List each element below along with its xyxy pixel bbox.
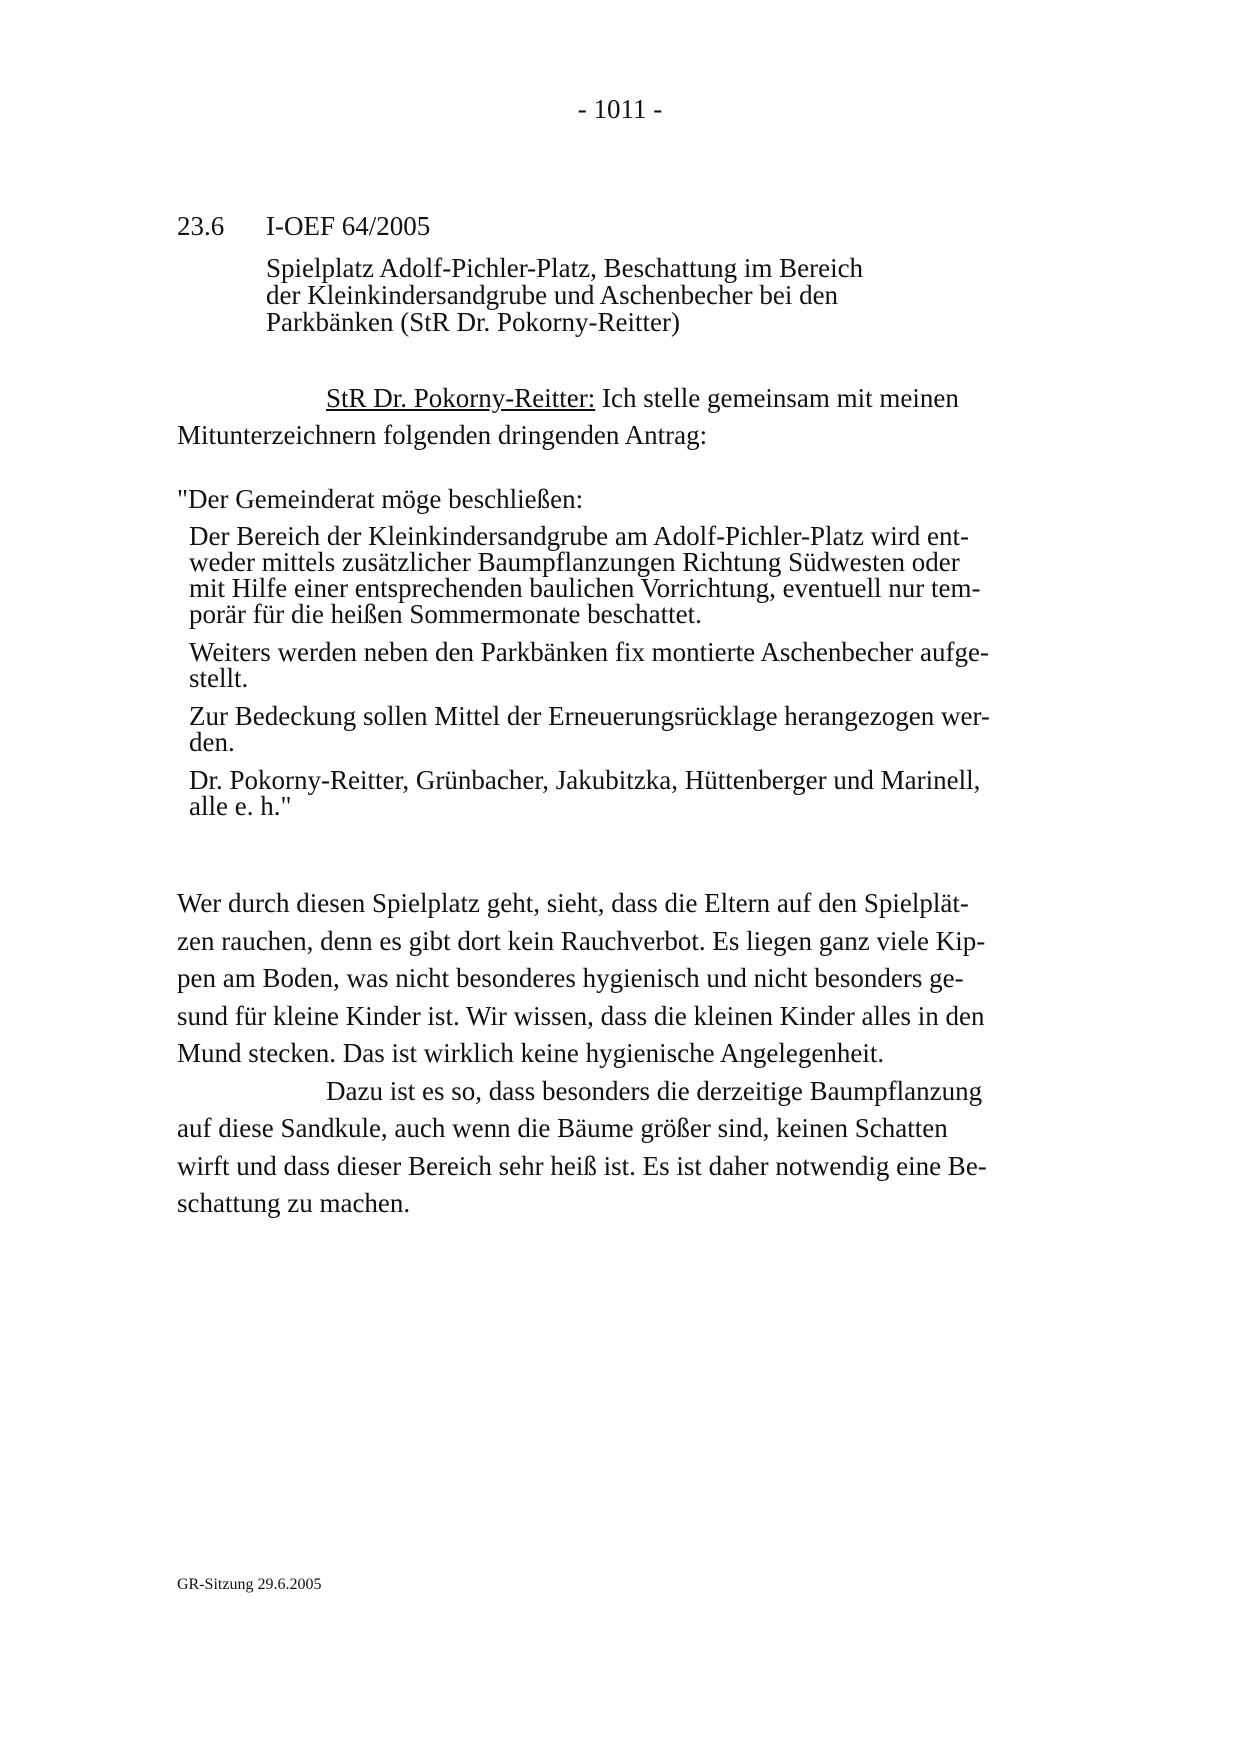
speech-line: auf diese Sandkule, auch wenn die Bäume größer sind, keinen Schatten	[177, 1113, 948, 1143]
motion-paragraph	[189, 639, 1069, 691]
motion-line: porär für die heißen Sommermonate beschattet.	[189, 599, 702, 629]
speech-body	[177, 885, 1057, 1223]
speech-line: schattung zu machen.	[177, 1188, 411, 1218]
motion-heading: "Der Gemeinderat möge beschließen:	[177, 484, 584, 514]
speech-line: Wer durch diesen Spielplatz geht, sieht, dass die Eltern auf den Spielplät-	[177, 888, 969, 918]
motion-line: Weiters werden neben den Parkbänken fix montierte Aschenbecher aufge-	[189, 637, 989, 667]
title-line: Spielplatz Adolf-Pichler-Platz, Beschattung im Bereich	[266, 253, 864, 283]
speech-line: sund für kleine Kinder ist. Wir wissen, dass die kleinen Kinder alles in den	[177, 1000, 985, 1031]
motion-paragraph	[189, 523, 1069, 627]
title-line: Parkbänken (StR Dr. Pokorny-Reitter)	[266, 307, 680, 337]
motion-paragraph	[189, 703, 1069, 755]
page-number: - 1011 -	[577, 94, 663, 124]
motion-line: stellt.	[189, 663, 249, 693]
speech-intro-text: Ich stelle gemeinsam mit meinen	[595, 383, 959, 413]
motion-line: Der Bereich der Kleinkindersandgrube am Adolf-Pichler-Platz wird ent-	[189, 521, 969, 551]
motion-line: weder mittels zusätzlicher Baumpflanzungen Richtung Südwesten oder	[189, 547, 960, 577]
speech-intro	[177, 380, 1057, 454]
speech-line: Mund stecken. Das ist wirklich keine hygienische Angelegenheit.	[177, 1038, 885, 1068]
speech-line: wirft und dass dieser Bereich sehr heiß ist. Es ist daher notwendig eine Be-	[177, 1150, 987, 1181]
agenda-item-number: 23.6	[177, 211, 225, 241]
speech-line: Dazu ist es so, dass besonders die derzeitige Baumpflanzung	[326, 1075, 983, 1106]
footer-session-date: GR-Sitzung 29.6.2005	[177, 1576, 322, 1593]
motion-body	[189, 523, 1069, 831]
motion-line: den.	[189, 727, 235, 757]
motion-line: Zur Bedeckung sollen Mittel der Erneuerungsrücklage herangezogen wer-	[189, 701, 990, 731]
motion-line: Dr. Pokorny-Reitter, Grünbacher, Jakubitzka, Hüttenberger und Marinell,	[189, 765, 981, 795]
agenda-item-title	[266, 255, 966, 336]
speech-intro-line	[177, 380, 1057, 417]
speaker-name: StR Dr. Pokorny-Reitter:	[326, 383, 596, 413]
agenda-item-code: I-OEF 64/2005	[266, 211, 431, 241]
speech-intro-line: Mitunterzeichnern folgenden dringenden Antrag:	[177, 420, 708, 450]
title-line: der Kleinkindersandgrube und Aschenbecher bei den	[266, 280, 839, 310]
motion-signatories	[189, 767, 1069, 819]
motion-line: alle e. h."	[189, 791, 292, 821]
motion-line: mit Hilfe einer entsprechenden baulichen Vorrichtung, eventuell nur tem-	[189, 573, 981, 603]
speech-line: pen am Boden, was nicht besonderes hygienisch und nicht besonders ge-	[177, 963, 964, 993]
speech-line: zen rauchen, denn es gibt dort kein Rauchverbot. Es liegen ganz viele Kip-	[177, 925, 986, 956]
